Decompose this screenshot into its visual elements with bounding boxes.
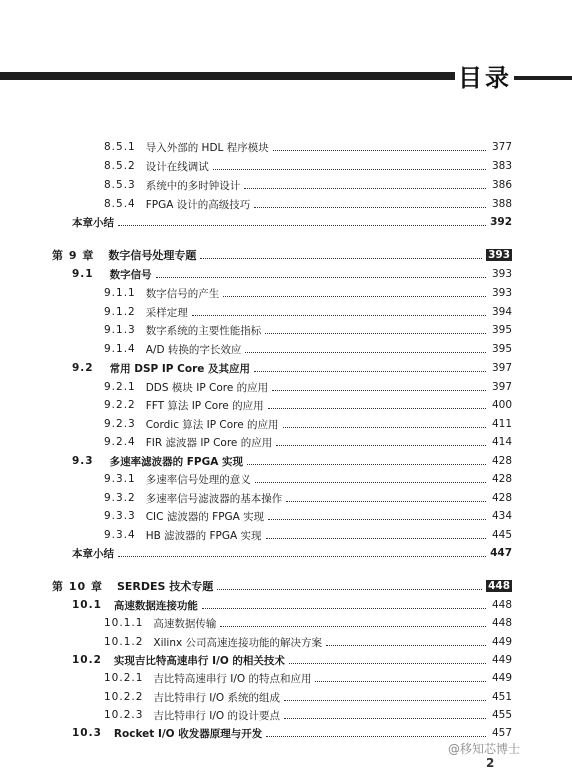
toc-entry[interactable]	[104, 284, 512, 302]
leader-dots	[118, 224, 486, 226]
toc-entry[interactable]	[104, 378, 512, 396]
toc-title: FPGA 设计的高级技巧	[145, 198, 251, 211]
leader-dots	[220, 625, 486, 627]
toc-number: 10.3	[72, 727, 102, 739]
toc-page: 428	[491, 455, 512, 467]
toc-number: 9.1.1	[104, 287, 136, 299]
toc-page: 393	[486, 249, 512, 261]
toc-title: 常用 DSP IP Core 及其应用	[109, 362, 251, 375]
toc-entry-chapter[interactable]	[52, 246, 512, 264]
toc-entry-section[interactable]	[72, 596, 512, 614]
toc-page: 411	[491, 418, 512, 430]
toc-number: 9.3	[72, 455, 94, 467]
toc-entry-section[interactable]	[72, 265, 512, 283]
toc-number: 8.5.3	[104, 179, 136, 191]
toc-number: 10.1.1	[104, 617, 144, 629]
toc-entry[interactable]	[104, 303, 512, 321]
toc-title: FIR 滤波器 IP Core 的应用	[145, 436, 273, 449]
footer-page-number: 2	[486, 756, 495, 770]
toc-entry[interactable]	[104, 195, 512, 213]
toc-title: 导入外部的 HDL 程序模块	[145, 141, 269, 154]
toc-number: 8.5.1	[104, 141, 136, 153]
toc-number: 9.3.3	[104, 510, 136, 522]
leader-dots	[272, 389, 486, 391]
toc-title: 数字系统的主要性能指标	[145, 324, 262, 337]
toc-page: 449	[491, 672, 512, 684]
toc-title: 高速数据连接功能	[113, 599, 198, 612]
toc-title: 系统中的多时钟设计	[145, 179, 241, 192]
toc-entry[interactable]	[104, 526, 512, 544]
leader-dots	[217, 588, 482, 590]
toc-entry[interactable]	[104, 614, 512, 632]
leader-dots	[255, 481, 486, 483]
toc-title: 吉比特串行 I/O 的设计要点	[153, 709, 280, 722]
toc-title: Cordic 算法 IP Core 的应用	[145, 418, 279, 431]
toc-page: 393	[491, 287, 512, 299]
toc-entry[interactable]	[104, 688, 512, 706]
toc-page: 392	[490, 216, 512, 228]
leader-dots	[202, 607, 486, 609]
toc-page: 397	[491, 381, 512, 393]
toc-number: 10.2.1	[104, 672, 144, 684]
leader-dots	[265, 332, 486, 334]
toc-title: 多速率信号处理的意义	[145, 473, 251, 486]
toc-number: 第 10 章	[52, 580, 103, 593]
toc-entry-section[interactable]	[72, 452, 512, 470]
leader-dots	[245, 351, 486, 353]
toc-page: 383	[491, 160, 512, 172]
toc-page: 455	[491, 709, 512, 721]
leader-dots	[192, 314, 486, 316]
leader-dots	[315, 680, 486, 682]
toc-page: 448	[486, 580, 512, 592]
leader-dots	[223, 295, 486, 297]
leader-dots	[326, 644, 486, 646]
toc-title: Rocket I/O 收发器原理与开发	[113, 727, 263, 740]
toc-number: 9.2.1	[104, 381, 136, 393]
toc-page: 386	[491, 179, 512, 191]
page-title: 目录	[458, 64, 512, 92]
leader-dots	[254, 206, 486, 208]
toc-entry[interactable]	[104, 321, 512, 339]
toc-title: Xilinx 公司高速连接功能的解决方案	[153, 636, 323, 649]
toc-number: 9.1.3	[104, 324, 136, 336]
toc-number: 9.1	[72, 268, 94, 280]
toc-entry[interactable]	[104, 470, 512, 488]
leader-dots	[268, 407, 486, 409]
toc-page: 451	[491, 691, 512, 703]
toc-title: 数字信号	[109, 268, 152, 281]
toc-entry[interactable]	[104, 340, 512, 358]
toc-title: DDS 模块 IP Core 的应用	[145, 381, 269, 394]
toc-title: 设计在线调试	[145, 160, 209, 173]
toc-entry[interactable]	[104, 489, 512, 507]
toc-number: 9.2.4	[104, 436, 136, 448]
toc-page: 448	[491, 617, 512, 629]
toc-page: 394	[491, 306, 512, 318]
toc-entry-summary[interactable]	[72, 213, 512, 231]
toc-page: 445	[491, 529, 512, 541]
toc-page: 428	[491, 492, 512, 504]
toc-entry[interactable]	[104, 176, 512, 194]
toc-number: 8.5.4	[104, 198, 136, 210]
toc-page: 434	[491, 510, 512, 522]
toc-page: 395	[491, 324, 512, 336]
leader-dots	[266, 735, 486, 737]
toc-title: 多速率信号滤波器的基本操作	[145, 492, 283, 505]
toc-title: 实现吉比特高速串行 I/O 的相关技术	[113, 654, 285, 667]
toc-number: 8.5.2	[104, 160, 136, 172]
toc-number: 9.2.3	[104, 418, 136, 430]
toc-entry-section[interactable]	[72, 651, 512, 669]
leader-dots	[213, 168, 486, 170]
leader-dots	[273, 149, 486, 151]
leader-dots	[200, 257, 482, 259]
leader-dots	[283, 426, 486, 428]
toc-number: 9.1.4	[104, 343, 136, 355]
toc-entry-section[interactable]	[72, 724, 512, 742]
toc-page: 388	[491, 198, 512, 210]
toc-entry[interactable]	[104, 669, 512, 687]
leader-dots	[254, 370, 486, 372]
toc-page: 449	[491, 636, 512, 648]
toc-entry[interactable]	[104, 138, 512, 156]
leader-dots	[268, 518, 486, 520]
leader-dots	[284, 699, 486, 701]
toc-title: CIC 滤波器的 FPGA 实现	[145, 510, 265, 523]
toc-page: 448	[491, 599, 512, 611]
leader-dots	[244, 187, 486, 189]
toc-page: 447	[490, 547, 512, 559]
toc-entry[interactable]	[104, 706, 512, 724]
toc-title: HB 滤波器的 FPGA 实现	[145, 529, 262, 542]
toc-title: SERDES 技术专题	[116, 580, 214, 593]
toc-number: 9.1.2	[104, 306, 136, 318]
toc-title: 采样定理	[145, 306, 188, 319]
toc-page: 377	[491, 141, 512, 153]
toc-number: 9.2	[72, 362, 94, 374]
toc-number: 10.2.3	[104, 709, 144, 721]
toc-number: 9.3.1	[104, 473, 136, 485]
toc-title: 吉比特高速串行 I/O 的特点和应用	[153, 672, 312, 685]
leader-dots	[284, 717, 486, 719]
toc-page: 449	[491, 654, 512, 666]
toc-page: 397	[491, 362, 512, 374]
toc-title: FFT 算法 IP Core 的应用	[145, 399, 264, 412]
toc-entry-section[interactable]	[72, 359, 512, 377]
leader-dots	[247, 463, 486, 465]
watermark-text: @移知芯博士	[448, 742, 521, 756]
toc-number: 10.1	[72, 599, 102, 611]
toc-title: 高速数据传输	[153, 617, 217, 630]
toc-title: 数字信号处理专题	[108, 249, 197, 262]
leader-dots	[118, 555, 486, 557]
toc-page: 428	[491, 473, 512, 485]
toc-entry[interactable]	[104, 396, 512, 414]
toc-entry-summary[interactable]	[72, 544, 512, 562]
toc-page: 400	[491, 399, 512, 411]
toc-page: 395	[491, 343, 512, 355]
toc-entry[interactable]	[104, 507, 512, 525]
toc-entry[interactable]	[104, 433, 512, 451]
toc-page: 393	[491, 268, 512, 280]
toc-number: 9.2.2	[104, 399, 136, 411]
toc-number: 10.2	[72, 654, 102, 666]
toc-title: 本章小结	[72, 547, 114, 560]
toc-title: 本章小结	[72, 216, 114, 229]
leader-dots	[156, 276, 486, 278]
toc-entry[interactable]	[104, 415, 512, 433]
toc-number: 9.3.2	[104, 492, 136, 504]
toc-entry[interactable]	[104, 157, 512, 175]
toc-page: 414	[491, 436, 512, 448]
toc-entry[interactable]	[104, 633, 512, 651]
toc-number: 9.3.4	[104, 529, 136, 541]
toc-title: 吉比特串行 I/O 系统的组成	[153, 691, 280, 704]
toc-title: 数字信号的产生	[145, 287, 220, 300]
leader-dots	[289, 662, 486, 664]
toc-entry-chapter[interactable]	[52, 577, 512, 595]
toc-title: A/D 转换的字长效应	[145, 343, 242, 356]
leader-dots	[286, 500, 486, 502]
toc-page: 457	[491, 727, 512, 739]
toc-number: 10.2.2	[104, 691, 144, 703]
leader-dots	[276, 444, 486, 446]
toc-number: 10.1.2	[104, 636, 144, 648]
leader-dots	[266, 537, 486, 539]
toc-number: 第 9 章	[52, 249, 95, 262]
toc-title: 多速率滤波器的 FPGA 实现	[109, 455, 244, 468]
